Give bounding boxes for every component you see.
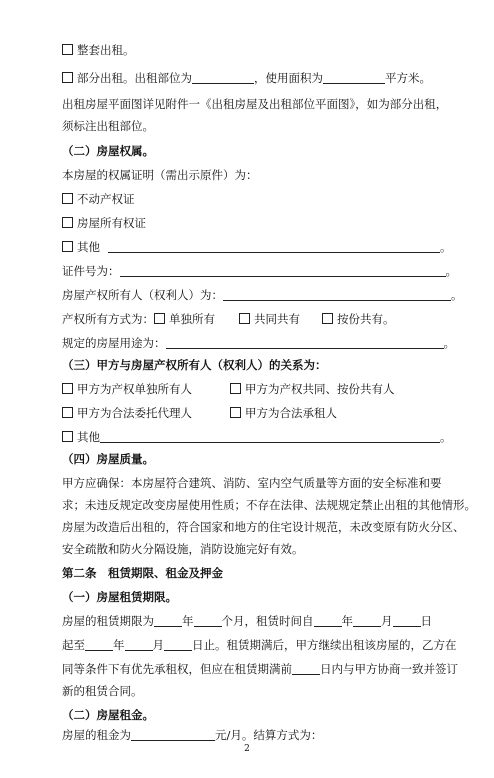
checkbox-icon[interactable] [62,383,73,394]
unit-label: 平方米。 [385,71,431,85]
option-label: 甲方为产权单独所有人 [77,382,192,396]
month-label: 月 [381,614,393,628]
relationship-row-2 [62,405,337,421]
checkbox-icon[interactable] [230,407,241,418]
ownership-way-row [62,311,395,327]
other-cert-blank[interactable] [108,240,440,253]
rent-amount-blank[interactable] [131,728,215,741]
option-label: 按份共有。 [337,312,395,326]
option-other-cert [62,239,452,255]
option-property-cert [62,191,135,207]
rent-part-blank[interactable] [192,71,254,84]
quality-line1: 甲方应确保：本房屋符合建筑、消防、室内空气质量等方面的安全标准和要 [62,476,442,490]
rent-row [62,727,322,743]
usage-row [62,335,455,351]
term-months-blank[interactable] [194,614,222,627]
option-label: 甲方为产权共同、按份共有人 [245,382,395,396]
quality-line3: 房屋为改造后出租的，符合国家和地方的住宅设计规范，未改变原有防火分区、 [62,520,465,534]
relationship-row-1 [62,381,395,397]
start-label: 个月，租赁时间自 [221,614,314,628]
settlement-label: 元/月。结算方式为： [215,728,323,742]
end-month-blank[interactable] [125,638,153,651]
term-years-blank[interactable] [154,614,182,627]
term-row-3 [62,661,458,677]
usage-label: 规定的房屋用途为： [62,336,166,350]
option-label: 其他 [77,430,100,444]
term-label: 房屋的租赁期限为 [62,614,154,628]
end-label: 起至 [62,638,85,652]
checkbox-icon[interactable] [62,407,73,418]
option-label: 单独所有 [169,312,215,326]
year-label: 年 [341,614,353,628]
section-title-rent: （二）房屋租金。 [62,708,154,722]
day-label: 日 [420,614,432,628]
section-title-relationship: （三）甲方与房屋产权所有人（权利人）的关系为： [62,358,327,372]
option-label: 房屋所有权证 [77,216,146,230]
relationship-row-other [62,429,452,445]
start-day-blank[interactable] [393,614,421,627]
owner-row [62,287,463,303]
checkbox-icon[interactable] [230,383,241,394]
option-label: 部分出租。出租部位为 [77,71,192,85]
quality-line4: 安全疏散和防火分隔设施，消防设施完好有效。 [62,542,304,556]
rent-label: 房屋的租金为 [62,728,131,742]
year-label: 年 [182,614,194,628]
option-label: 甲方为合法承租人 [245,406,337,420]
end-day-blank[interactable] [164,638,192,651]
option-label: 共同共有 [254,312,300,326]
start-year-blank[interactable] [314,614,342,627]
article-2-title: 第二条 租赁期限、租金及押金 [62,566,223,580]
term-row-2 [62,637,457,653]
attachment-note-line2: 须标注出租部位。 [62,119,154,133]
option-label: 整套出租。 [77,43,135,57]
option-label: 甲方为合法委托代理人 [77,406,192,420]
cert-number-row [62,263,457,279]
checkbox-icon[interactable] [154,313,165,324]
end-year-blank[interactable] [85,638,113,651]
section-title-quality: （四）房屋质量。 [62,452,154,466]
cert-number-label: 证件号为： [62,264,120,278]
usage-blank[interactable] [166,336,444,349]
negotiation-days-blank[interactable] [292,662,320,675]
attachment-note-line1: 出租房屋平面图详见附件一《出租房屋及出租部位平面图》，如为部分出租， [62,97,448,111]
priority-text-end: 日内与甲方协商一致并签订 [320,662,458,676]
month-label: 月 [152,638,164,652]
renewal-text: 日止。租赁期满后，甲方继续出租该房屋的，乙方在 [192,638,457,652]
term-row-4: 新的租赁合同。 [62,684,143,698]
checkbox-icon[interactable] [322,313,333,324]
page-number: 2 [244,744,250,754]
relationship-other-blank[interactable] [100,430,440,443]
checkbox-icon[interactable] [239,313,250,324]
start-month-blank[interactable] [353,614,381,627]
checkbox-icon[interactable] [62,217,73,228]
option-partial-rent [62,70,431,86]
owner-blank[interactable] [223,288,451,301]
period: 。 [445,264,457,278]
period: 。 [440,430,452,444]
priority-text: 同等条件下有优先承租权，但应在租赁期满前 [62,662,292,676]
term-row-1 [62,613,432,629]
checkbox-icon[interactable] [62,241,73,252]
checkbox-icon[interactable] [62,193,73,204]
checkbox-icon[interactable] [62,72,73,83]
period: 。 [440,240,452,254]
owner-label: 房屋产权所有人（权利人）为： [62,288,223,302]
area-label: ，使用面积为 [254,71,323,85]
ownership-way-label: 产权所有方式为： [62,312,154,326]
area-blank[interactable] [323,71,385,84]
checkbox-icon[interactable] [62,44,73,55]
option-house-cert [62,215,146,231]
quality-line2: 求；未违反规定改变房屋使用性质；不存在法律、法规规定禁止出租的其他情形。 [62,498,476,512]
option-label: 不动产权证 [77,192,135,206]
section-title-term: （一）房屋租赁期限。 [62,590,177,604]
option-label: 其他 [77,240,100,254]
period: 。 [451,288,463,302]
proof-intro: 本房屋的权属证明（需出示原件）为： [62,168,258,182]
option-whole-rent [62,42,135,58]
cert-number-blank[interactable] [120,264,446,277]
year-label: 年 [113,638,125,652]
checkbox-icon[interactable] [62,431,73,442]
section-title-ownership: （二）房屋权属。 [62,144,154,158]
period: 。 [443,336,455,350]
